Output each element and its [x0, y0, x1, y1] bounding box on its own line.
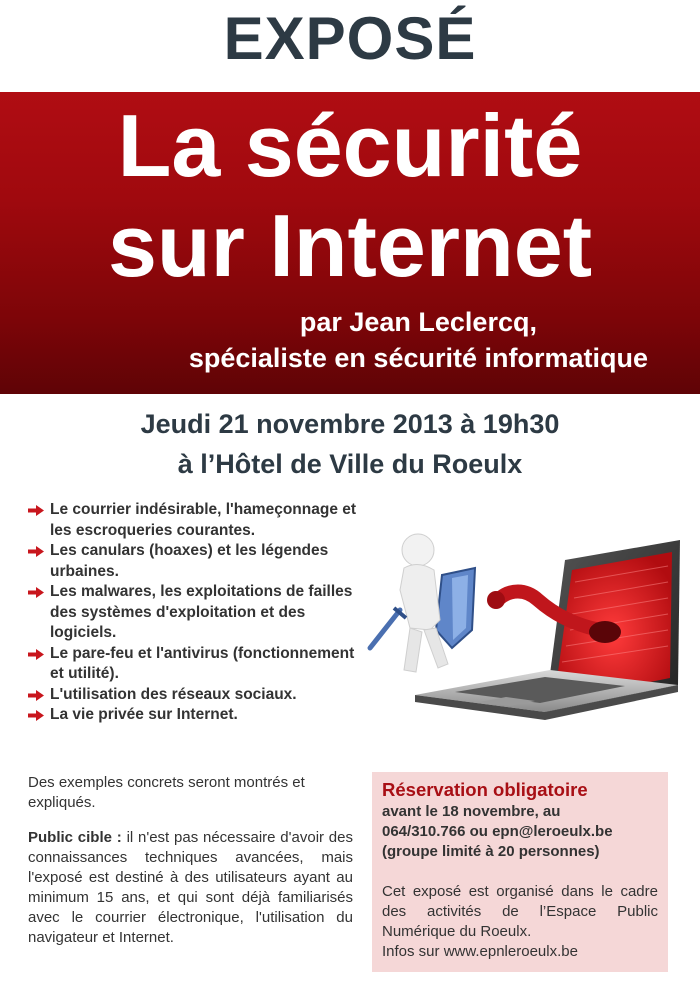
- arrow-right-icon: [28, 505, 44, 516]
- arrow-right-icon: [28, 690, 44, 701]
- topic-text: Le courrier indésirable, l'hameçonnage et les escroqueries courantes.: [50, 501, 357, 539]
- list-item: [28, 541, 358, 582]
- topic-text: Les malwares, les exploitations de failles des systèmes d'exploitation et des logiciels.: [50, 583, 353, 641]
- reservation-title: Réservation obligatoire: [382, 779, 588, 800]
- topic-text: La vie privée sur Internet.: [50, 706, 238, 723]
- reservation-line-2: 064/310.766 ou epn@leroeulx.be: [382, 823, 613, 840]
- event-date: Jeudi 21 novembre 2013 à 19h30: [140, 409, 560, 439]
- poster-title: [0, 96, 700, 296]
- target-audience-label: Public cible :: [28, 829, 122, 846]
- reservation-details: [382, 802, 658, 862]
- list-item: [28, 582, 358, 644]
- list-item: [28, 705, 358, 726]
- reservation-line-3: (groupe limité à 20 personnes): [382, 843, 600, 860]
- event-place: à l’Hôtel de Ville du Roeulx: [177, 449, 523, 479]
- reservation-line-1: avant le 18 novembre, au: [382, 803, 561, 820]
- list-item: [28, 500, 358, 541]
- topics-list: [28, 500, 358, 726]
- organizer-note: Cet exposé est organisé dans le cadre des activités de l’Espace Public Numérique du Roeulx.: [382, 883, 658, 940]
- arrow-right-icon: [28, 710, 44, 721]
- speaker-line-1: par Jean Leclercq,: [299, 307, 537, 337]
- arrow-right-icon: [28, 587, 44, 598]
- speaker: [189, 304, 648, 376]
- target-audience-text: il n'est pas nécessaire d'avoir des connaissances techniques avancées, mais l'exposé est destiné à des utilisateurs ayant au minimum 15 ans, et qui sont déjà familiarisés avec le courrier électronique, l'utilisation du navigateur et Internet.: [28, 829, 353, 946]
- event-info: [0, 404, 700, 484]
- arrow-right-icon: [28, 649, 44, 660]
- examples-text: Des exemples concrets seront montrés et expliqués.: [28, 774, 305, 811]
- title-line-2: sur Internet: [107, 196, 593, 295]
- list-item: [28, 644, 358, 685]
- target-audience: [28, 828, 353, 948]
- topic-text: Les canulars (hoaxes) et les légendes urbaines.: [50, 542, 329, 580]
- title-line-1: La sécurité: [117, 96, 583, 195]
- arrow-right-icon: [28, 546, 44, 557]
- title-banner: [0, 92, 700, 394]
- reservation-box: [372, 772, 668, 972]
- speaker-line-2: spécialiste en sécurité informatique: [188, 343, 648, 373]
- laptop-security-illustration: [360, 520, 685, 745]
- info-link[interactable]: Infos sur www.epnleroeulx.be: [382, 943, 578, 960]
- list-item: [28, 685, 358, 706]
- header-title: EXPOSÉ: [223, 5, 477, 72]
- topic-text: L'utilisation des réseaux sociaux.: [50, 685, 297, 703]
- topic-text: Le pare-feu et l'antivirus (fonctionnement et utilité).: [50, 644, 355, 682]
